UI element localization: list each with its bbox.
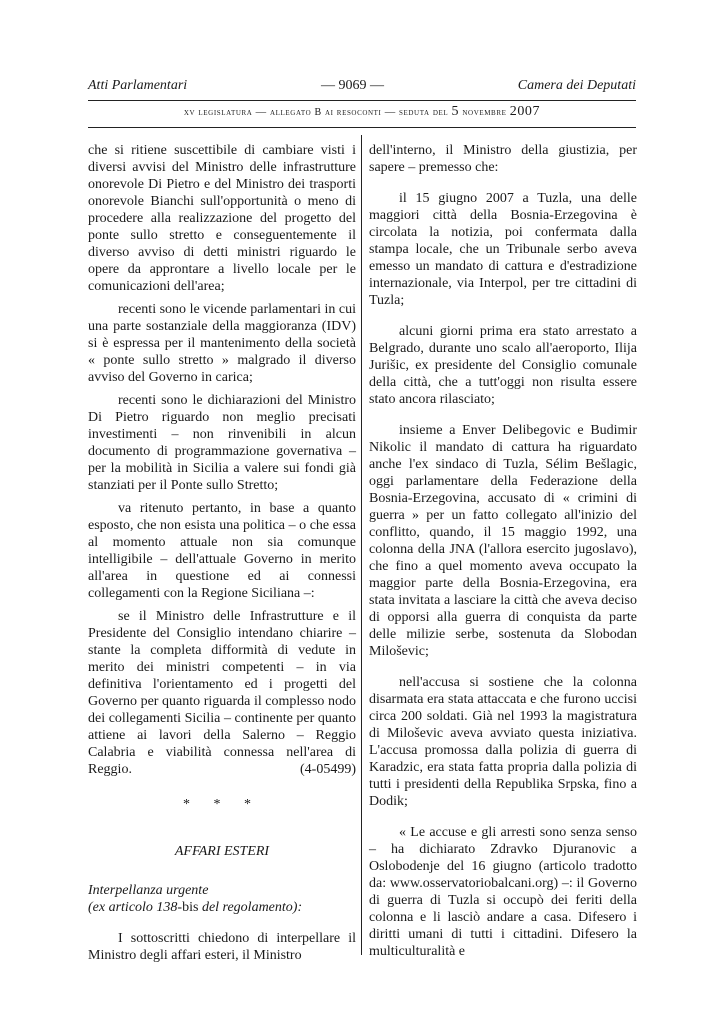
left-paragraph-2: recenti sono le vicende parlamentari in cui una parte sostanziale della maggioranza (IDV) si è espressa per il mantenimento della società « ponte sullo stretto » malgrado il diverso avviso del Governo in carica;	[88, 302, 356, 385]
header-rule-top	[88, 100, 636, 101]
left-paragraph-6: I sottoscritti chiedono di interpellare il Ministro degli affari esteri, il Ministro	[88, 931, 356, 963]
session-line-year: 2007	[509, 104, 541, 119]
left-paragraph-4: va ritenuto pertanto, in base a quanto esposto, che non esista una politica – o che essa al momento attuale non sia comunque intelligibile – dell'attuale Governo in merito all'area in questione ed ai connessi collegamenti con la Regione Siciliana –:	[88, 501, 356, 601]
session-line-day: 5	[451, 104, 460, 119]
section-separator: * * *	[183, 797, 261, 812]
right-paragraph-3: alcuni giorni prima era stato arrestato a Belgrado, durante uno scalo all'aeroporto, Ilija Jurišic, ex presidente del Consiglio comunale della città, che a tutt'oggi non risulta essere stato ancora rilasciato;	[369, 324, 637, 407]
interpellation-article-c: del regolamento):	[198, 900, 303, 915]
page-header	[88, 78, 636, 94]
session-line	[88, 104, 636, 120]
publication-title: Atti Parlamentari	[88, 78, 188, 93]
left-paragraph-5-text: se il Ministro delle Infrastrutture e il Presidente del Consiglio intendano chiarire – stante la completa difformità di vedute in merito dei ministri competenti – in via definitiva l'orientamento ed i progetti del Governo per quanto riguarda il complesso nodo dei collegamenti Sicilia – continente per quanto attiene ai lavori della Salerno – Reggio Calabria e viabilità connessa nell'area di Reggio.	[88, 609, 356, 777]
right-paragraph-5: nell'accusa si sostiene che la colonna disarmata era stata attaccata e che furono uccisi circa 200 soldati. Già nel 1993 la magistratura di Miloševic aveva avviato questa iniziativa. L'accusa promossa dalla polizia di guerra di Karadzic, era stata fatta propria dalla polizia di tutti i presidenti della Republika Srpska, fino a Dodik;	[369, 675, 637, 809]
left-paragraph-3: recenti sono le dichiarazioni del Ministro Di Pietro riguardo non meglio precisati investimenti – non rinvenibili in alcun documento di programmazione governativa – per la mobilità in Sicilia a valere sui fondi già stanziati per il Ponte sullo Stretto;	[88, 393, 356, 493]
session-line-allegato: b	[314, 104, 322, 119]
session-line-month: novembre	[462, 107, 507, 118]
question-reference: (4-05499)	[300, 762, 356, 777]
session-line-part-c: ai resoconti — seduta del	[324, 107, 449, 118]
interpellation-article-bis: bis	[182, 900, 199, 915]
section-title: AFFARI ESTERI	[174, 844, 270, 859]
interpellation-heading	[88, 882, 356, 916]
left-paragraph-5	[88, 608, 356, 778]
right-column	[369, 142, 637, 966]
left-column	[88, 142, 356, 970]
page-number: — 9069 —	[320, 78, 384, 93]
column-divider	[361, 135, 362, 955]
chamber-name: Camera dei Deputati	[517, 78, 636, 93]
right-paragraph-4: insieme a Enver Delibegovic e Budimir Nikolic il mandato di cattura ha riguardato anche l'ex sindaco di Tuzla, Sélim Bešlagic, oggi parlamentare della Federazione della Bosnia-Erzegovina, accusato di « crimini di guerra » per un fatto collegato all'inizio del conflitto, quando, il 15 maggio 1992, una colonna della JNA (l'allora esercito jugoslavo), che fino a quel momento aveva occupato la maggior parte della Bosnia-Erzegovina, era stata invitata a lasciare la città che aveva deciso di opporsi alla guerra di conquista da parte delle milizie serbe, sostenuta da Slobodan Miloševic;	[369, 423, 637, 659]
right-paragraph-2: il 15 giugno 2007 a Tuzla, una delle maggiori città della Bosnia-Erzegovina è circolata la notizia, poi confermata dalla stampa locale, che un Tribunale serbo aveva emesso un mandato di cattura e d'estradizione internazionale, via Interpol, per tre cittadini di Tuzla;	[369, 191, 637, 308]
interpellation-type: Interpellanza urgente	[88, 883, 209, 898]
right-paragraph-6: « Le accuse e gli arresti sono senza senso – ha dichiarato Zdravko Djuranovic a Oslobodenje del 16 giugno (articolo tradotto da: www.osservatoriobalcani.org) –: il Governo di guerra di Tuzla si occupò dei feriti della colonna e li lasciò andare a casa. Difesero i diritti umani di tutti i cittadini. Difesero la multiculturalità e	[369, 825, 637, 959]
interpellation-article-a: (ex articolo 138-	[88, 900, 183, 915]
left-paragraph-1: che si ritiene suscettibile di cambiare visti i diversi avvisi del Ministro delle infrastrutture onorevole Di Pietro e del Ministro dei trasporti onorevole Bianchi sull'opportunità o meno di procedere alla realizzazione del progetto del ponte sullo stretto e conseguentemente il diverso avviso di detti ministri riguardo le opere da approntare a livello locale per le comunicazioni dell'area;	[88, 143, 356, 294]
header-rule-bottom	[88, 127, 636, 128]
session-line-part-a: xv legislatura — allegato	[183, 107, 312, 118]
right-paragraph-1: dell'interno, il Ministro della giustizia, per sapere – premesso che:	[369, 143, 637, 175]
